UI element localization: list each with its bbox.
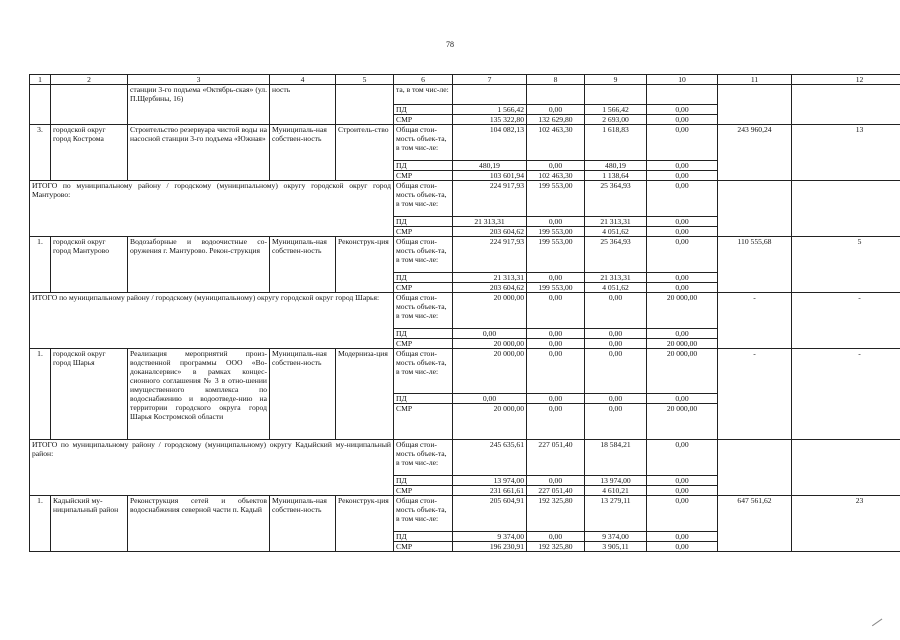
investment-table: [29, 74, 900, 552]
value-cell: -: [718, 293, 792, 349]
value-cell: 3 905,11: [585, 542, 647, 552]
value-cell: 102 463,30: [527, 171, 585, 181]
value-cell: 0,00: [647, 227, 718, 237]
value-cell: 2 693,00: [585, 115, 647, 125]
value-cell: 132 629,80: [527, 115, 585, 125]
pd-label: ПД: [394, 394, 453, 404]
col-number: 1: [30, 75, 51, 85]
ownership: Муниципаль-ная собствен-ность: [270, 125, 336, 181]
value-cell: 0,00: [585, 339, 647, 349]
value-cell: 21 313,31: [453, 217, 527, 227]
col-number: 5: [336, 75, 394, 85]
value-cell: 0,00: [527, 217, 585, 227]
cost-label: Общая стои-мость объек-та, в том чис-ле:: [394, 237, 453, 273]
value-cell: 0,00: [585, 329, 647, 339]
col-number: 2: [51, 75, 128, 85]
pd-label: ПД: [394, 217, 453, 227]
project-name: Строительство резервуара чистой воды на насосной станции 3-го подъема «Южная»: [128, 125, 270, 181]
value-cell: 0,00: [527, 339, 585, 349]
value-cell: 192 325,80: [527, 542, 585, 552]
table-row: [30, 85, 900, 105]
value-cell: 135 322,80: [453, 115, 527, 125]
value-cell: 224 917,93: [453, 237, 527, 273]
value-cell: 20 000,00: [453, 339, 527, 349]
ownership: Муниципаль-ная собствен-ность: [270, 349, 336, 440]
value-cell: 0,00: [647, 542, 718, 552]
value-cell: 0,00: [647, 171, 718, 181]
value-cell: -: [792, 293, 900, 349]
value-cell: 480,19: [453, 161, 527, 171]
value-cell: 20 000,00: [453, 404, 527, 440]
value-cell: 20 000,00: [647, 349, 718, 394]
ownership: Муниципаль-ная собствен-ность: [270, 237, 336, 293]
subtotal-title: ИТОГО по муниципальному району / городскому (муниципальному) округу Кадыйский му-ниципальный район:: [30, 440, 394, 496]
value-cell: 0,00: [647, 440, 718, 476]
value-cell: 0,00: [647, 532, 718, 542]
work-type: Реконструк-ция: [336, 237, 394, 293]
column-number-row: [30, 75, 900, 85]
smr-label: СМР: [394, 227, 453, 237]
value-cell: 102 463,30: [527, 125, 585, 161]
value-cell: 21 313,31: [585, 273, 647, 283]
table-row: [30, 125, 900, 161]
value-cell: 227 051,40: [527, 486, 585, 496]
value-cell: 9 374,00: [585, 532, 647, 542]
smr-label: СМР: [394, 171, 453, 181]
cost-label: та, в том чис-ле:: [394, 85, 453, 105]
cost-label: Общая стои-мость объек-та, в том чис-ле:: [394, 349, 453, 394]
pd-label: ПД: [394, 476, 453, 486]
value-cell: 13: [792, 125, 900, 181]
value-cell: 0,00: [585, 394, 647, 404]
value-cell: 243 960,24: [718, 125, 792, 181]
value-cell: 196 230,91: [453, 542, 527, 552]
value-cell: 0,00: [527, 394, 585, 404]
work-type: Модерниза-ция: [336, 349, 394, 440]
pd-label: ПД: [394, 273, 453, 283]
cost-label: Общая стои-мость объек-та, в том чис-ле:: [394, 496, 453, 532]
project-name: Водозаборные и водоочистные со-оружения г. Мантурово. Рекон-струкция: [128, 237, 270, 293]
value-cell: 21 313,31: [453, 273, 527, 283]
value-cell: 5: [792, 237, 900, 293]
value-cell: 0,00: [647, 105, 718, 115]
pd-label: ПД: [394, 105, 453, 115]
table-row: [30, 440, 900, 476]
value-cell: 227 051,40: [527, 440, 585, 476]
cost-label: Общая стои-мость объек-та, в том чис-ле:: [394, 293, 453, 329]
value-cell: 0,00: [527, 404, 585, 440]
value-cell: 231 661,61: [453, 486, 527, 496]
value-cell: 647 561,62: [718, 496, 792, 552]
smr-label: СМР: [394, 486, 453, 496]
cost-label: Общая стои-мость объек-та, в том чис-ле:: [394, 181, 453, 217]
table-row: [30, 181, 900, 217]
col-number: 3: [128, 75, 270, 85]
value-cell: 0,00: [647, 273, 718, 283]
col-number: 4: [270, 75, 336, 85]
col-number: 10: [647, 75, 718, 85]
value-cell: 1 566,42: [453, 105, 527, 115]
smr-label: СМР: [394, 542, 453, 552]
value-cell: 18 584,21: [585, 440, 647, 476]
value-cell: 23: [792, 496, 900, 552]
value-cell: 0,00: [527, 273, 585, 283]
value-cell: 0,00: [527, 161, 585, 171]
row-number: 1.: [30, 349, 51, 440]
pd-label: ПД: [394, 161, 453, 171]
table-row: [30, 293, 900, 329]
value-cell: 224 917,93: [453, 181, 527, 217]
value-cell: 0,00: [647, 115, 718, 125]
ownership: Муниципаль-ная собствен-ность: [270, 496, 336, 552]
value-cell: 0,00: [527, 329, 585, 339]
value-cell: -: [718, 349, 792, 440]
value-cell: 25 364,93: [585, 181, 647, 217]
value-cell: 20 000,00: [453, 349, 527, 394]
pd-label: ПД: [394, 532, 453, 542]
value-cell: 0,00: [647, 125, 718, 161]
ownership: ность: [270, 85, 336, 125]
value-cell: 0,00: [647, 476, 718, 486]
value-cell: 0,00: [527, 476, 585, 486]
value-cell: 20 000,00: [453, 293, 527, 329]
municipality: городской округ город Кострома: [51, 125, 128, 181]
municipality: городской округ город Шарья: [51, 349, 128, 440]
smr-label: СМР: [394, 115, 453, 125]
smr-label: СМР: [394, 404, 453, 440]
pd-label: ПД: [394, 329, 453, 339]
value-cell: 4 610,21: [585, 486, 647, 496]
value-cell: 4 051,62: [585, 227, 647, 237]
value-cell: 0,00: [647, 394, 718, 404]
cost-label: Общая стои-мость объек-та, в том чис-ле:: [394, 125, 453, 161]
value-cell: 20 000,00: [647, 339, 718, 349]
value-cell: 104 082,13: [453, 125, 527, 161]
value-cell: 13 974,00: [453, 476, 527, 486]
value-cell: 1 566,42: [585, 105, 647, 115]
value-cell: 0,00: [453, 329, 527, 339]
value-cell: 0,00: [527, 293, 585, 329]
value-cell: 0,00: [647, 496, 718, 532]
value-cell: 20 000,00: [647, 404, 718, 440]
col-number: 7: [453, 75, 527, 85]
value-cell: 0,00: [527, 532, 585, 542]
col-number: 9: [585, 75, 647, 85]
project-name: Реализация мероприятий произ-водственной программы ООО «Во-доканалсервис» в рамках концес-сионного соглашения № 3 в отно-шении имущественного комплекса по водоснабжению и водоотведе-нию на территории городского округа город Шарья Костромской области: [128, 349, 270, 440]
value-cell: 1 618,83: [585, 125, 647, 161]
value-cell: 20 000,00: [647, 293, 718, 329]
table-row: [30, 237, 900, 273]
value-cell: 25 364,93: [585, 237, 647, 273]
value-cell: 245 635,61: [453, 440, 527, 476]
value-cell: 192 325,80: [527, 496, 585, 532]
value-cell: 0,00: [647, 283, 718, 293]
subtotal-title: ИТОГО по муниципальному району / городскому (муниципальному) округу городской округ город Мантурово:: [30, 181, 394, 237]
value-cell: 9 374,00: [453, 532, 527, 542]
value-cell: 199 553,00: [527, 283, 585, 293]
value-cell: 13 974,00: [585, 476, 647, 486]
value-cell: 13 279,11: [585, 496, 647, 532]
value-cell: 1 138,64: [585, 171, 647, 181]
cost-label: Общая стои-мость объек-та, в том чис-ле:: [394, 440, 453, 476]
value-cell: 0,00: [585, 404, 647, 440]
value-cell: 4 051,62: [585, 283, 647, 293]
value-cell: 199 553,00: [527, 237, 585, 273]
value-cell: 0,00: [453, 394, 527, 404]
municipality: Кадыйский му-ниципальный район: [51, 496, 128, 552]
col-number: 6: [394, 75, 453, 85]
project-name: станции 3-го подъема «Октябрь-ская» (ул. П.Щербины, 16): [128, 85, 270, 125]
value-cell: 0,00: [647, 181, 718, 217]
value-cell: 0,00: [647, 217, 718, 227]
scan-mark: [872, 619, 888, 635]
value-cell: 203 604,62: [453, 283, 527, 293]
col-number: 11: [718, 75, 792, 85]
value-cell: -: [792, 349, 900, 440]
work-type: Реконструк-ция: [336, 496, 394, 552]
value-cell: 110 555,68: [718, 237, 792, 293]
table-row: [30, 496, 900, 532]
value-cell: 0,00: [527, 105, 585, 115]
value-cell: 199 553,00: [527, 227, 585, 237]
value-cell: 21 313,31: [585, 217, 647, 227]
value-cell: 199 553,00: [527, 181, 585, 217]
row-number: 1.: [30, 496, 51, 552]
value-cell: 0,00: [585, 293, 647, 329]
smr-label: СМР: [394, 339, 453, 349]
value-cell: 480,19: [585, 161, 647, 171]
value-cell: 0,00: [647, 486, 718, 496]
value-cell: 203 604,62: [453, 227, 527, 237]
col-number: 8: [527, 75, 585, 85]
value-cell: 0,00: [647, 237, 718, 273]
smr-label: СМР: [394, 283, 453, 293]
table-row: [30, 349, 900, 394]
project-name: Реконструкция сетей и объектов водоснабжения северной части п. Кадый: [128, 496, 270, 552]
value-cell: 0,00: [647, 329, 718, 339]
value-cell: 103 601,94: [453, 171, 527, 181]
subtotal-title: ИТОГО по муниципальному району / городскому (муниципальному) округу городской округ город Шарья:: [30, 293, 394, 349]
municipality: городской округ город Мантурово: [51, 237, 128, 293]
work-type: Строитель-ство: [336, 125, 394, 181]
value-cell: 0,00: [527, 349, 585, 394]
page-number: 78: [446, 40, 454, 49]
row-number: 1.: [30, 237, 51, 293]
col-number: 12: [792, 75, 900, 85]
row-number: 3.: [30, 125, 51, 181]
value-cell: 205 604,91: [453, 496, 527, 532]
value-cell: 0,00: [585, 349, 647, 394]
value-cell: 0,00: [647, 161, 718, 171]
